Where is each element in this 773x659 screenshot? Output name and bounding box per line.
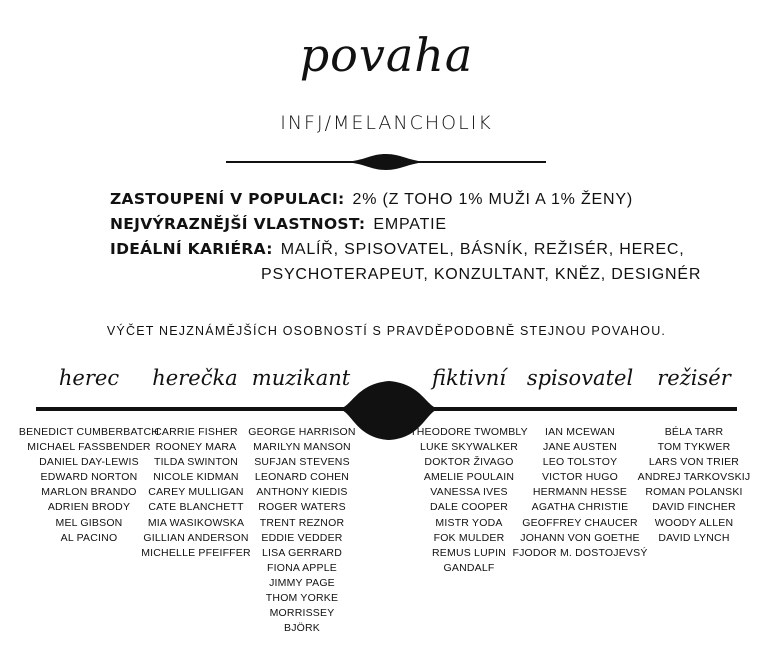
person-name: DAVID FINCHER	[652, 501, 736, 514]
person-name: AMELIE POULAIN	[423, 471, 515, 484]
person-name: MICHAEL FASSBENDER	[27, 441, 151, 454]
list-muzikant	[248, 425, 355, 636]
person-name: ADRIEN BRODY	[47, 501, 131, 514]
person-name: BÉLA TARR	[664, 426, 724, 438]
person-name: GANDALF	[443, 561, 495, 574]
person-name: MARLON BRANDO	[41, 486, 137, 499]
person-name: IAN MCEWAN	[545, 426, 615, 438]
career-row-continued	[110, 262, 701, 287]
category-fiktivni: fiktivní	[432, 366, 506, 390]
list-spisovatel	[512, 425, 647, 561]
person-name: MISTR YODA	[435, 516, 503, 529]
intro-text: VÝČET NEJZNÁMĚJŠÍCH OSOBNOSTÍ S PRAVDĚPODOBNĚ STEJNOU POVAHOU.	[106, 324, 667, 338]
person-name: LUKE SKYWALKER	[419, 441, 519, 454]
person-name: TILDA SWINTON	[153, 456, 239, 469]
person-name: TRENT REZNOR	[259, 516, 345, 529]
person-name: AGATHA CHRISTIE	[531, 501, 629, 514]
person-name: DALE COOPER	[429, 501, 509, 514]
person-name: ANDREJ TARKOVSKIJ	[637, 471, 751, 484]
category-herecka: herečka	[152, 366, 238, 390]
career-label: IDEÁLNÍ KARIÉRA:	[110, 240, 273, 258]
career-row	[110, 237, 701, 262]
person-name: FJODOR M. DOSTOJEVSÝ	[512, 546, 648, 559]
population-value: 2% (Z TOHO 1% MUŽI A 1% ŽENY)	[352, 191, 633, 208]
person-name: ROGER WATERS	[258, 501, 346, 514]
trait-label: NEJVÝRAZNĚJŠÍ VLASTNOST:	[110, 215, 366, 233]
person-name: MORRISSEY	[269, 607, 335, 620]
person-name: DAVID LYNCH	[658, 531, 730, 544]
person-name: REMUS LUPIN	[432, 546, 506, 559]
person-name: DOKTOR ŽIVAGO	[424, 456, 514, 469]
person-name: ANTHONY KIEDIS	[256, 486, 348, 499]
ornament-divider	[226, 152, 546, 172]
person-name: BJÖRK	[283, 622, 320, 635]
page-title: povaha	[299, 28, 474, 82]
list-reziser	[638, 425, 751, 546]
trait-row	[110, 212, 701, 237]
person-name: NICOLE KIDMAN	[153, 471, 239, 484]
person-name: HERMANN HESSE	[532, 486, 628, 499]
person-name: JIMMY PAGE	[269, 576, 335, 589]
person-name: FIONA APPLE	[267, 561, 337, 574]
person-name: MICHELLE PFEIFFER	[141, 546, 251, 559]
list-herec	[19, 425, 159, 546]
career-value-line1: MALÍŘ, SPISOVATEL, BÁSNÍK, REŽISÉR, HEREC,	[280, 241, 685, 258]
person-name: BENEDICT CUMBERBATCH	[18, 426, 160, 438]
person-name: GILLIAN ANDERSON	[143, 531, 249, 544]
person-name: TOM TYKWER	[657, 441, 731, 454]
person-name: LISA GERRARD	[261, 546, 342, 559]
trait-value: EMPATIE	[373, 216, 447, 233]
person-name: ROONEY MARA	[155, 441, 237, 454]
person-name: LARS VON TRIER	[648, 456, 740, 469]
person-name: MARILYN MANSON	[253, 441, 351, 454]
person-name: ROMAN POLANSKI	[645, 486, 743, 499]
list-herecka	[141, 425, 251, 561]
person-name: THEODORE TWOMBLY	[410, 426, 528, 438]
person-name: LEONARD COHEN	[254, 471, 350, 484]
personality-info	[110, 187, 701, 287]
population-label: ZASTOUPENÍ V POPULACI:	[110, 190, 345, 208]
list-fiktivni	[410, 425, 528, 576]
person-name: DANIEL DAY-LEWIS	[39, 456, 139, 469]
person-name: LEO TOLSTOY	[542, 456, 618, 469]
person-name: CATE BLANCHETT	[148, 501, 244, 514]
person-name: CARRIE FISHER	[154, 426, 238, 438]
person-name: WOODY ALLEN	[654, 516, 734, 529]
person-name: VANESSA IVES	[430, 486, 508, 499]
population-row	[110, 187, 701, 212]
personality-type-label: INFJ/MELANCHOLIK	[280, 112, 493, 134]
person-name: FOK MULDER	[433, 531, 505, 544]
career-value-line2: PSYCHOTERAPEUT, KONZULTANT, KNĚZ, DESIGNÉR	[261, 266, 702, 283]
category-muzikant: muzikant	[251, 366, 351, 390]
person-name: EDDIE VEDDER	[261, 531, 343, 544]
person-name: CAREY MULLIGAN	[148, 486, 244, 499]
person-name: MEL GIBSON	[55, 516, 123, 529]
category-herec: herec	[58, 366, 120, 390]
category-spisovatel: spisovatel	[526, 366, 634, 390]
person-name: JANE AUSTEN	[543, 441, 617, 454]
person-name: SUFJAN STEVENS	[254, 456, 350, 469]
person-name: EDWARD NORTON	[40, 471, 138, 484]
person-name: JOHANN VON GOETHE	[520, 531, 640, 544]
person-name: GEOFFREY CHAUCER	[522, 516, 638, 529]
person-name: THOM YORKE	[265, 592, 339, 605]
person-name: GEORGE HARRISON	[248, 426, 356, 438]
person-name: AL PACINO	[60, 531, 118, 544]
person-name: VICTOR HUGO	[541, 471, 619, 484]
person-name: MIA WASIKOWSKA	[147, 516, 245, 529]
category-reziser: režisér	[657, 366, 731, 390]
